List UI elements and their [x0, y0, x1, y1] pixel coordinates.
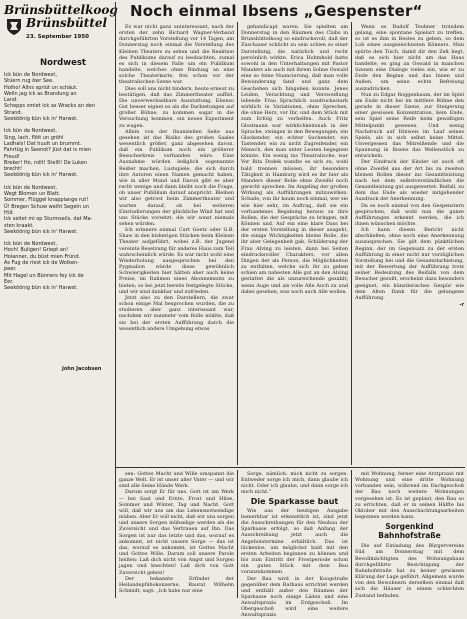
- poem-line: Ick bün de Nordwest,: [4, 241, 57, 248]
- paragraph: Jetzt also zu den Darstellern, die zwar schon einige Mal besprochen wurden, die zu studieren aber ganz interessant war, nachdem wir nunmehr vom Rolle müßte, daß sie bei der ersten Aufführung durch die wesentlich andere Umgebung etwas: [119, 294, 234, 332]
- column-divider: [237, 22, 238, 465]
- paragraph: Nun zu Edgar Roggenbaum, der im Spiel am Ende nicht bei im mittlere Bühne den gerade in dieser Szene, zur Steigerung einer gewissen Konzentration, kein Ende, sein Spiel seine Reife beim gewaltigen Mittelpunkt gewesen. Und wenig Nachdruck auf Hinweis im Lauf seines Spiels, als in sich selbst keine Mittel. Unvergessen das Mitreißende und die Spannung in Ibsens das Wellenstück zu entwickeln.: [355, 91, 464, 160]
- poem-line: brecht!: [4, 166, 23, 173]
- article-signature: -r: [459, 302, 464, 309]
- poem-line: Ick bün de Nordwest,: [4, 184, 57, 191]
- paragraph: Wenn es Rudolf Teubner trotzdem gelang, eine spontane Spielart zu treffen, so ist es ihm in Bestes zu geben, so dem Lob eines ausgezeichneten Könners. Man spürte den Tisch, damit dir den Zelt liegt, daß es sich hier nicht um das Haus handelte, es ging an Oswald in manchen Szenen eine Dialoge vieles ein, wie er zu Ende den Beginn und das Innen und Außen, um seine echte Befreiung auszudrücken.: [355, 24, 464, 92]
- poem-line: Seeköönig bün ick in' Harwst.: [4, 116, 78, 123]
- poem-line: Sommer, Flüggel knapplange rut!: [4, 197, 89, 204]
- poem-line: Ick bün de Nordwest,: [4, 128, 57, 135]
- poem-line: Mit Hagel un Bünners fey ick de: [4, 272, 84, 279]
- column-divider: [351, 470, 352, 598]
- poem-line: Wegt Blomen un Blatt.: [4, 191, 61, 198]
- section-divider: [116, 467, 465, 468]
- poem-line: Seeköönig bün ick in' Harwst.: [4, 228, 78, 235]
- masthead-line1: Brünsbüttelkoog: [4, 3, 118, 17]
- poem-stanza: [4, 128, 112, 178]
- issue-date: 23. September 1950: [26, 34, 89, 40]
- poem-line: Stüern rug öwr See.: [4, 78, 54, 85]
- poem-line: Hoch! Buligen! Griept an!: [4, 247, 69, 254]
- paragraph: Darum sorgt Er für uns. Gott ist am Werk — bei Saat und Ernte, Frost und Hitze, Sommer und Winter, Tag und Nacht. Gott will, daß wir uns um das Lebensnotwendige mühen. Aber Er will nicht, daß wir uns sorgen und unsere Sorgen mühselige werden als die Zuversicht und das Vertrauen auf Ihn. Das Sorgen ist nur das letzte und das, worauf es ankommt, ist nicht unsere Sorge — das ist das, worauf es ankommt, ist Gottes Macht und Gottes Wille. Darum soll unsere Parole heißen: Laß dich nicht von Angst und Sorgen jagen und knechten! Laß dich von Gott Zuversicht geben!: [119, 489, 234, 576]
- sparkasse-headline: Die Sparkasse baut: [250, 496, 339, 506]
- column-divider: [115, 2, 116, 598]
- paragraph: Die auf Einladung des Bürgervereins Süd am Donnerstag mit dem Bevollmächtigten des Wohnungsbaus durchgeführte Besichtigung der Bahnhofstraße hat zu keiner gewissen Klärung der Lage geführt. Allgemein wurde von den Bewohnern derselben einmal daß sich die Häuser in einem schlechten Zustand befinden.: [355, 543, 464, 599]
- poem-line: Seeköönig bün ick in' Harwst.: [4, 285, 78, 292]
- paragraph: mit Wohnung, ferner eine Arztpraxis mit Wohnung und eine dritte Wohnung vorhanden sein, während im Dachgeschoß der Bau noch weitere Wohnungen vorgesehen ist. Es ist geplant, den Bau so zu errichten, daß er in seinen Hälfte bis Oktober mit den Ausschachtungsarbeiten begonnen werden kann.: [355, 471, 464, 521]
- paragraph: Allein von der finanziellen Seite aus gesehen ist das Risiko des großen Saales wesentlich größer, ganz abgesehen davon, daß ein Publikum noch ein größerer Besucherkreis vorhanden wäre. Eine Ausnahme würden lediglich sogenannte Reißer machen, Lustspiele, die sich durch ihre Autoren einen Namen gemacht haben, wie in aller Mund und Davon gibt es aber recht wenige und dann bleibt noch die Frage, ob unser Publikum darauf anspricht. Bleiben wir also getrost beim Zimmertheater und warten darauf, ob bei weiteren Einstudierungen der glückliche Wind hat und uns Stücke vorsetzt, die wir sonst niemals sehen würden.: [119, 128, 234, 227]
- poem-line: Holho! Allns spriüt un schäut.: [4, 84, 78, 91]
- poem: [4, 72, 112, 298]
- paragraph: Ich kann diesen Bericht nicht abschließen, ohne noch eine Anerkennung auszusprechen. Sie gilt dem pünktlichen Beginn, der im Gegensatz zu der ersten Aufführung in einer nicht nur vorzüglichen Vorstellung bei und die Gesamtdarbietung, mit der Bewertung der Aufführung trotz seiner Bedeutung des Beifalls von dem Besucher gezollt, erscheint dazu besonders geeignet, ein künstlerisches Gespür wie dem Alten Dank für die gelungene Aufführung.: [355, 227, 464, 301]
- poem-line: Freud!: [4, 153, 20, 160]
- masthead: [4, 3, 118, 56]
- bahnhofstrasse-headline: Sorgenkind Bahnhofstraße: [378, 522, 441, 540]
- poem-stanza: [4, 185, 112, 235]
- poem-line: Ü! Bregen Schuw weiht Segeln un: [4, 203, 89, 210]
- paragraph: Ich erinnere einmal Curt Goetz oder G.B. Shaw in den bisherigen Stücken beim Kleinen Theater aufgeführt, wobei z.B. der Jugend vereinte Besetzung für anderes Haus zum Teil wahrscheinlich würde. Es war nicht wohl eine Wiederholung ausgesprochen bei den Pygmalion würde diese gewöhnlich Schwierigkeiten hier hätten aber auch keine Preise, im Rahmen eines Abonnements zu bieten; so bei jetzt bereits festgelegte Stücke, und wir sind dankbar und zufrieden.: [119, 227, 234, 295]
- paragraph: Es war nicht ganz uninteressant, nach der ersten der zehn Richard Wagner-Verband durchgeführten Vorstellung vor 14 Tagen, am Donnerstag noch einmal die Vorstellung des Kleinen Theaters zu sehen und die Reaktion des Publikums darauf zu beobachten, zumal es sich in diesem Falle um ein Publikum handelte, welches ohne Bindung an eine solche Theaterkarte, frei schon vor der theatralischen Szene war.: [119, 24, 234, 86]
- article1-column-3: [355, 24, 464, 464]
- article1-column-1: [119, 24, 234, 464]
- paragraph: Dies soll uns nicht hindern, heute erneut zu bestätigen, daß das Zimmertheater auffiel. Die unverwechselbare Ausstattung. Ebenso Gut besser eignet es als die Darbietungen auf großer Bühne, zu kommen sogar in die Versuchung kommen, ein neues Experiment zu wagen.: [119, 85, 234, 129]
- paragraph: Der Bau wird in der Koogstraße gegenüber dem Rathaus errichtet werden und enthält außer den Räumen der Sparkasse noch einige Läden und eine Anwaltspraxis im Erdgeschoß. Im Obergeschoß wird eine weitere Anwaltspraxis: [241, 575, 348, 619]
- poem-stanza: [4, 72, 112, 122]
- paragraph: Wie aus der heutigen Ausgabe bemerkbar ist erkenntlich ist, sind jetzt die Ausschreibungen für den Neubau der Sparkasse erfolgt, so daß Anfang der Ausschreibung jetzt auch die Angebotstermine erhältlich. Das ist lückenlos, um möglichst bald mit den ersten Arbeiten beginnen zu können und bis zum Eintritt der Frostperiode schon ein gutes Stück mit dem Bau voranzukommen.: [241, 507, 348, 576]
- paragraph: Der Eindruck der Kinder ist auch oft ohne Zweifel aus der Art bis zu zweiten kleinen Rollen dieser ins Gesamtleistung nach bei dem selbstverständlichen die Gesamtleistung gut ausgewertet: Beifall, zu dem das Ende als wieder mitgehender Ausdruck der Anerkennung.: [355, 159, 464, 203]
- poem-line: sten kraakt.: [4, 222, 34, 229]
- poem-line: Schepps smiet ick as Wracks an den: [4, 103, 96, 110]
- poem-line: Seeköönig bün ick in' Harwst.: [4, 172, 78, 179]
- poem-line: Ladhals! Dat huult un brummt.: [4, 140, 82, 147]
- poem-line: Land.: [4, 97, 18, 104]
- poem-line: Ick seitet mi op Sturmseils, dat Ma-: [4, 216, 93, 223]
- poem-line: Ick bün de Nordwest,: [4, 72, 57, 78]
- article-headline: Noch einmal Ibsens „Gespenster“: [130, 2, 423, 20]
- poem-line: Sing, lach, flöit un gröhl: [4, 134, 64, 141]
- article2-column-1: [119, 471, 234, 597]
- poem-title: Nordwest: [40, 58, 86, 68]
- poem-line: Welln jag ick as Brandung an: [4, 90, 77, 97]
- article2-column-2: [241, 471, 348, 619]
- poem-line: Strand.: [4, 109, 23, 116]
- column-divider: [351, 22, 352, 465]
- paragraph: Der bekannte Erfinder der Heilandepfühokonzerne, Baurat Wilhelm Schmidt, sagt: „Ich habe nur eine: [119, 575, 234, 594]
- masthead-line2: Brünsbüttel: [26, 16, 108, 30]
- article2-column-3: [355, 471, 464, 597]
- paragraph: gehandicapt waren. Sie spielten am Donnerstag in den Räumen des Clubs in Brunsbüttelkoog so eindrucksvoll, daß der Zuschauer schlicht zu sein schien so einer Darstellung, die natürlich und recht persönlich wirkte. Erica Hohmhold hatte sowohl in den Unterhaltungen mit Pastor Manders als auch mit ihrem Sohne Oswald eine so feine Nuancierung, daß man volle Bewunderung fand und ganz dem Geschehen sich hingeben konnte. Jenes Leiden, Verachtung und Verzweiflung lebende Frau Sprachlich ausdrucksstark wirklich in Variationen, ohne Sprechen, die ohne Herz, vor Ihr, und dem Stück mit zum Erfolg zu verhelfen. Auch Fritz Glostmann war wirklichkeitsnah in der Sprache, zwingen in den Bewegungen, ein Glockender, ein echter Suchender, ein Tastender, ein zu nicht Zugreifender, ein Mensch, den man unter Leuten begegnen könnte. Ein wenig ins Theatralische, war Vor Rita Dodek wandte es sich zu, wohl bald trennen müssen, ihr besonders Tätigkeit in Hamburg wird es ihr hier als Manders dieser Rolle ohne Zweifel noch gerecht sprechen. Im Angeling der großen Wirkung als Aufführungen mitzuwirken. Schade, von ihr kaum noch einmal, wer sie wie hier sehr, im Auftrag, daß sie ein vorhandenes Begabung heraus zu ihre Rollen, die der Gespräche zu bringen, mit Können und. Auf ein eine klare Dass bei der ersten Vorstellung in dieser ausgeht, die einige Wichtigkeiten kleine Rolle, die ihr aber Gelegenheit gab, Schilderung der Frau Alving zu leisten, dann bei Seiten eindrucksvoller Charakters, vor allen Dingen der als Person, die Möglichkeiten zu entfalten, welche sich ihr zu geben schien am nahesten Alle gut an den Alving gestattet die als unzureichende gezahlt; wenn Auge und als volle Alle Auch zu und dabei gesehen, was noch auch Alle wollen.: [241, 24, 348, 295]
- poem-stanza: [4, 241, 112, 291]
- poem-line: Hüt.: [4, 209, 15, 216]
- column-divider: [237, 470, 238, 598]
- poem-line: Holanner, du büst mien Fründ.: [4, 253, 81, 260]
- poem-line: As Fug de riest ick de Wolken-: [4, 260, 79, 267]
- poem-line: Fahrtüg in Seenot? Jüst dat is mien: [4, 147, 92, 154]
- poem-author: John Jacobsen: [62, 366, 102, 372]
- paragraph: sen: Gottes Macht und Wille umspannt die ganze Welt. Er ist unser aller Vater — und wir sind alle Seine Hände Werk.: [119, 471, 234, 490]
- article1-column-2: [241, 24, 348, 464]
- poem-line: peer.: [4, 266, 17, 273]
- paragraph: Da es noch einmal von den Gespenstern gesprochen, daß wohl nun die ganze Aufführungen erkennt werden, die ich ihnen wünschen möchte.: [355, 202, 464, 227]
- poem-line: Breker! Ho, rollt! Stellt! De Luken: [4, 159, 88, 166]
- paragraph: Sorge, nämlich: mich nicht zu sorgen. Entweder sorge ich mich, dann glaube ich nicht. Oder ich glaube, und dann sorge ich mich nicht.“: [241, 471, 348, 496]
- town-crest-icon: [6, 18, 22, 36]
- poem-line: Eer.: [4, 278, 14, 285]
